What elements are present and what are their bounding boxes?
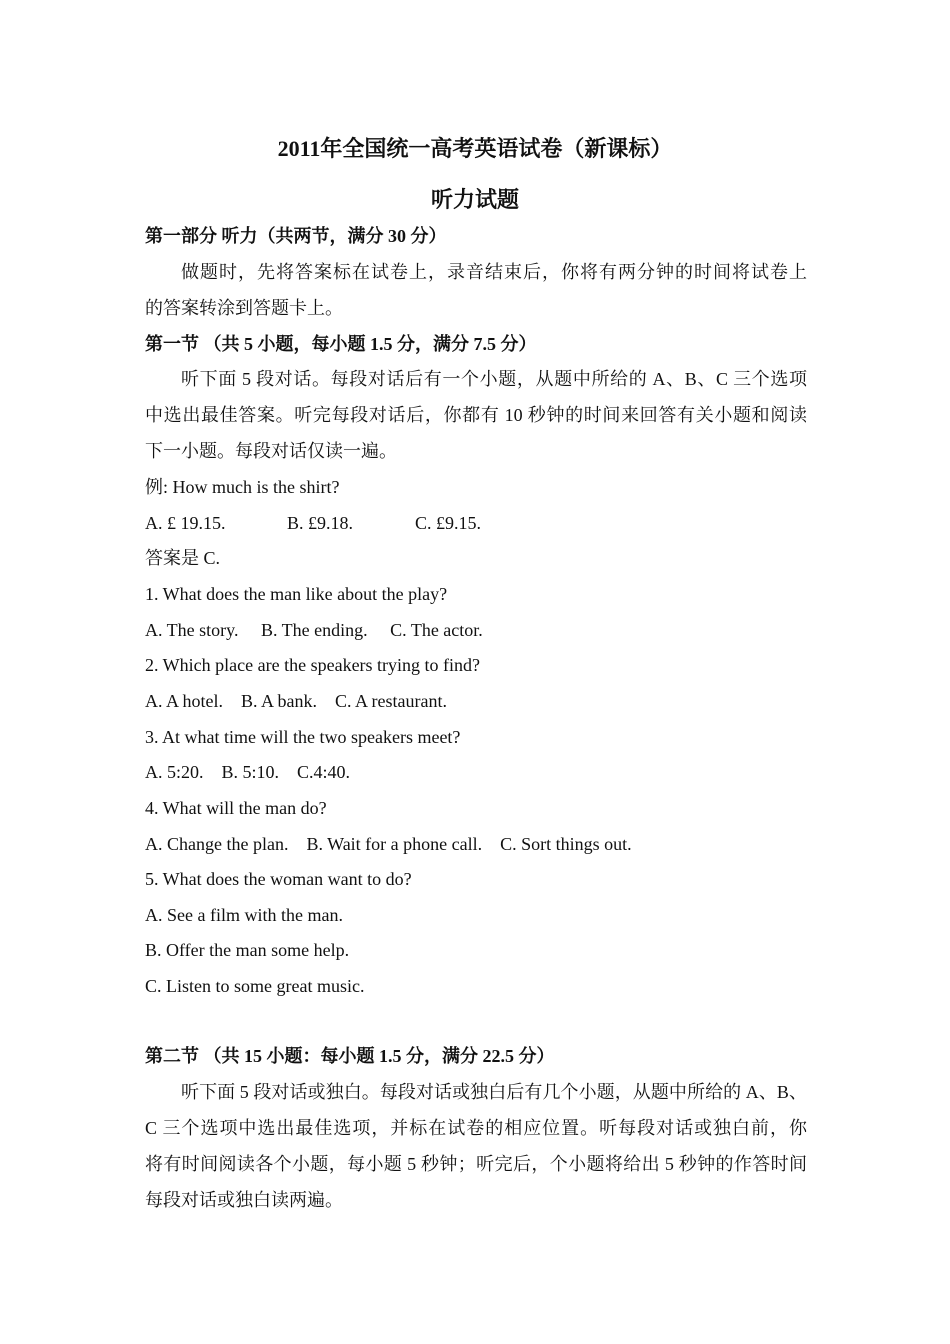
section2-intro-line: 听下面 5 段对话或独白。每段对话或独白后有几个小题，从题中所给的 A、B、	[181, 1082, 807, 1102]
section1-intro-line: 中选出最佳答案。听完每段对话后，你都有 10 秒钟的时间来回答有关小题和阅读	[145, 405, 807, 425]
question-options: A. A hotel. B. A bank. C. A restaurant.	[145, 691, 447, 711]
part1-intro-line: 的答案转涂到答题卡上。	[145, 298, 343, 318]
example-option: B. £9.18.	[287, 513, 354, 533]
question-option: C. Listen to some great music.	[145, 976, 365, 996]
part1-intro-line: 做题时，先将答案标在试卷上，录音结束后，你将有两分钟的时间将试卷上	[181, 262, 807, 282]
question-options: A. 5:20. B. 5:10. C.4:40.	[145, 762, 351, 782]
section2-heading: 第二节 （共 15 小题：每小题 1.5 分，满分 22.5 分）	[145, 1046, 555, 1066]
exam-subtitle: 听力试题	[430, 187, 519, 212]
question-option: A. See a film with the man.	[145, 905, 343, 925]
question-options: A. The story. B. The ending. C. The actor.	[145, 620, 483, 640]
example-option: A. £ 19.15.	[145, 513, 226, 533]
question-text: 4. What will the man do?	[145, 798, 327, 818]
question-text: 2. Which place are the speakers trying to find?	[145, 655, 481, 675]
example-question: 例: How much is the shirt?	[145, 477, 340, 497]
question-text: 5. What does the woman want to do?	[145, 869, 412, 889]
section1-intro-line: 下一小题。每段对话仅读一遍。	[145, 441, 397, 461]
question-option: B. Offer the man some help.	[145, 940, 350, 960]
question-text: 3. At what time will the two speakers meet?	[145, 727, 461, 747]
part1-heading: 第一部分 听力（共两节，满分 30 分）	[145, 226, 447, 246]
exam-title: 2011年全国统一高考英语试卷（新课标）	[277, 136, 673, 161]
section1-intro-line: 听下面 5 段对话。每段对话后有一个小题，从题中所给的 A、B、C 三个选项	[181, 369, 807, 389]
example-answer: 答案是 C.	[145, 548, 221, 568]
question-text: 1. What does the man like about the play?	[145, 584, 448, 604]
example-option: C. £9.15.	[415, 513, 482, 533]
section2-intro-line: C 三个选项中选出最佳选项，并标在试卷的相应位置。听每段对话或独白前，你	[145, 1118, 807, 1138]
question-options: A. Change the plan. B. Wait for a phone call. C. Sort things out.	[145, 834, 632, 854]
section2-intro-line: 每段对话或独白读两遍。	[145, 1190, 343, 1210]
section2-intro-line: 将有时间阅读各个小题，每小题 5 秒钟；听完后，个小题将给出 5 秒钟的作答时间	[145, 1154, 807, 1174]
section1-heading: 第一节 （共 5 小题，每小题 1.5 分，满分 7.5 分）	[145, 334, 537, 354]
example-options	[145, 511, 481, 535]
